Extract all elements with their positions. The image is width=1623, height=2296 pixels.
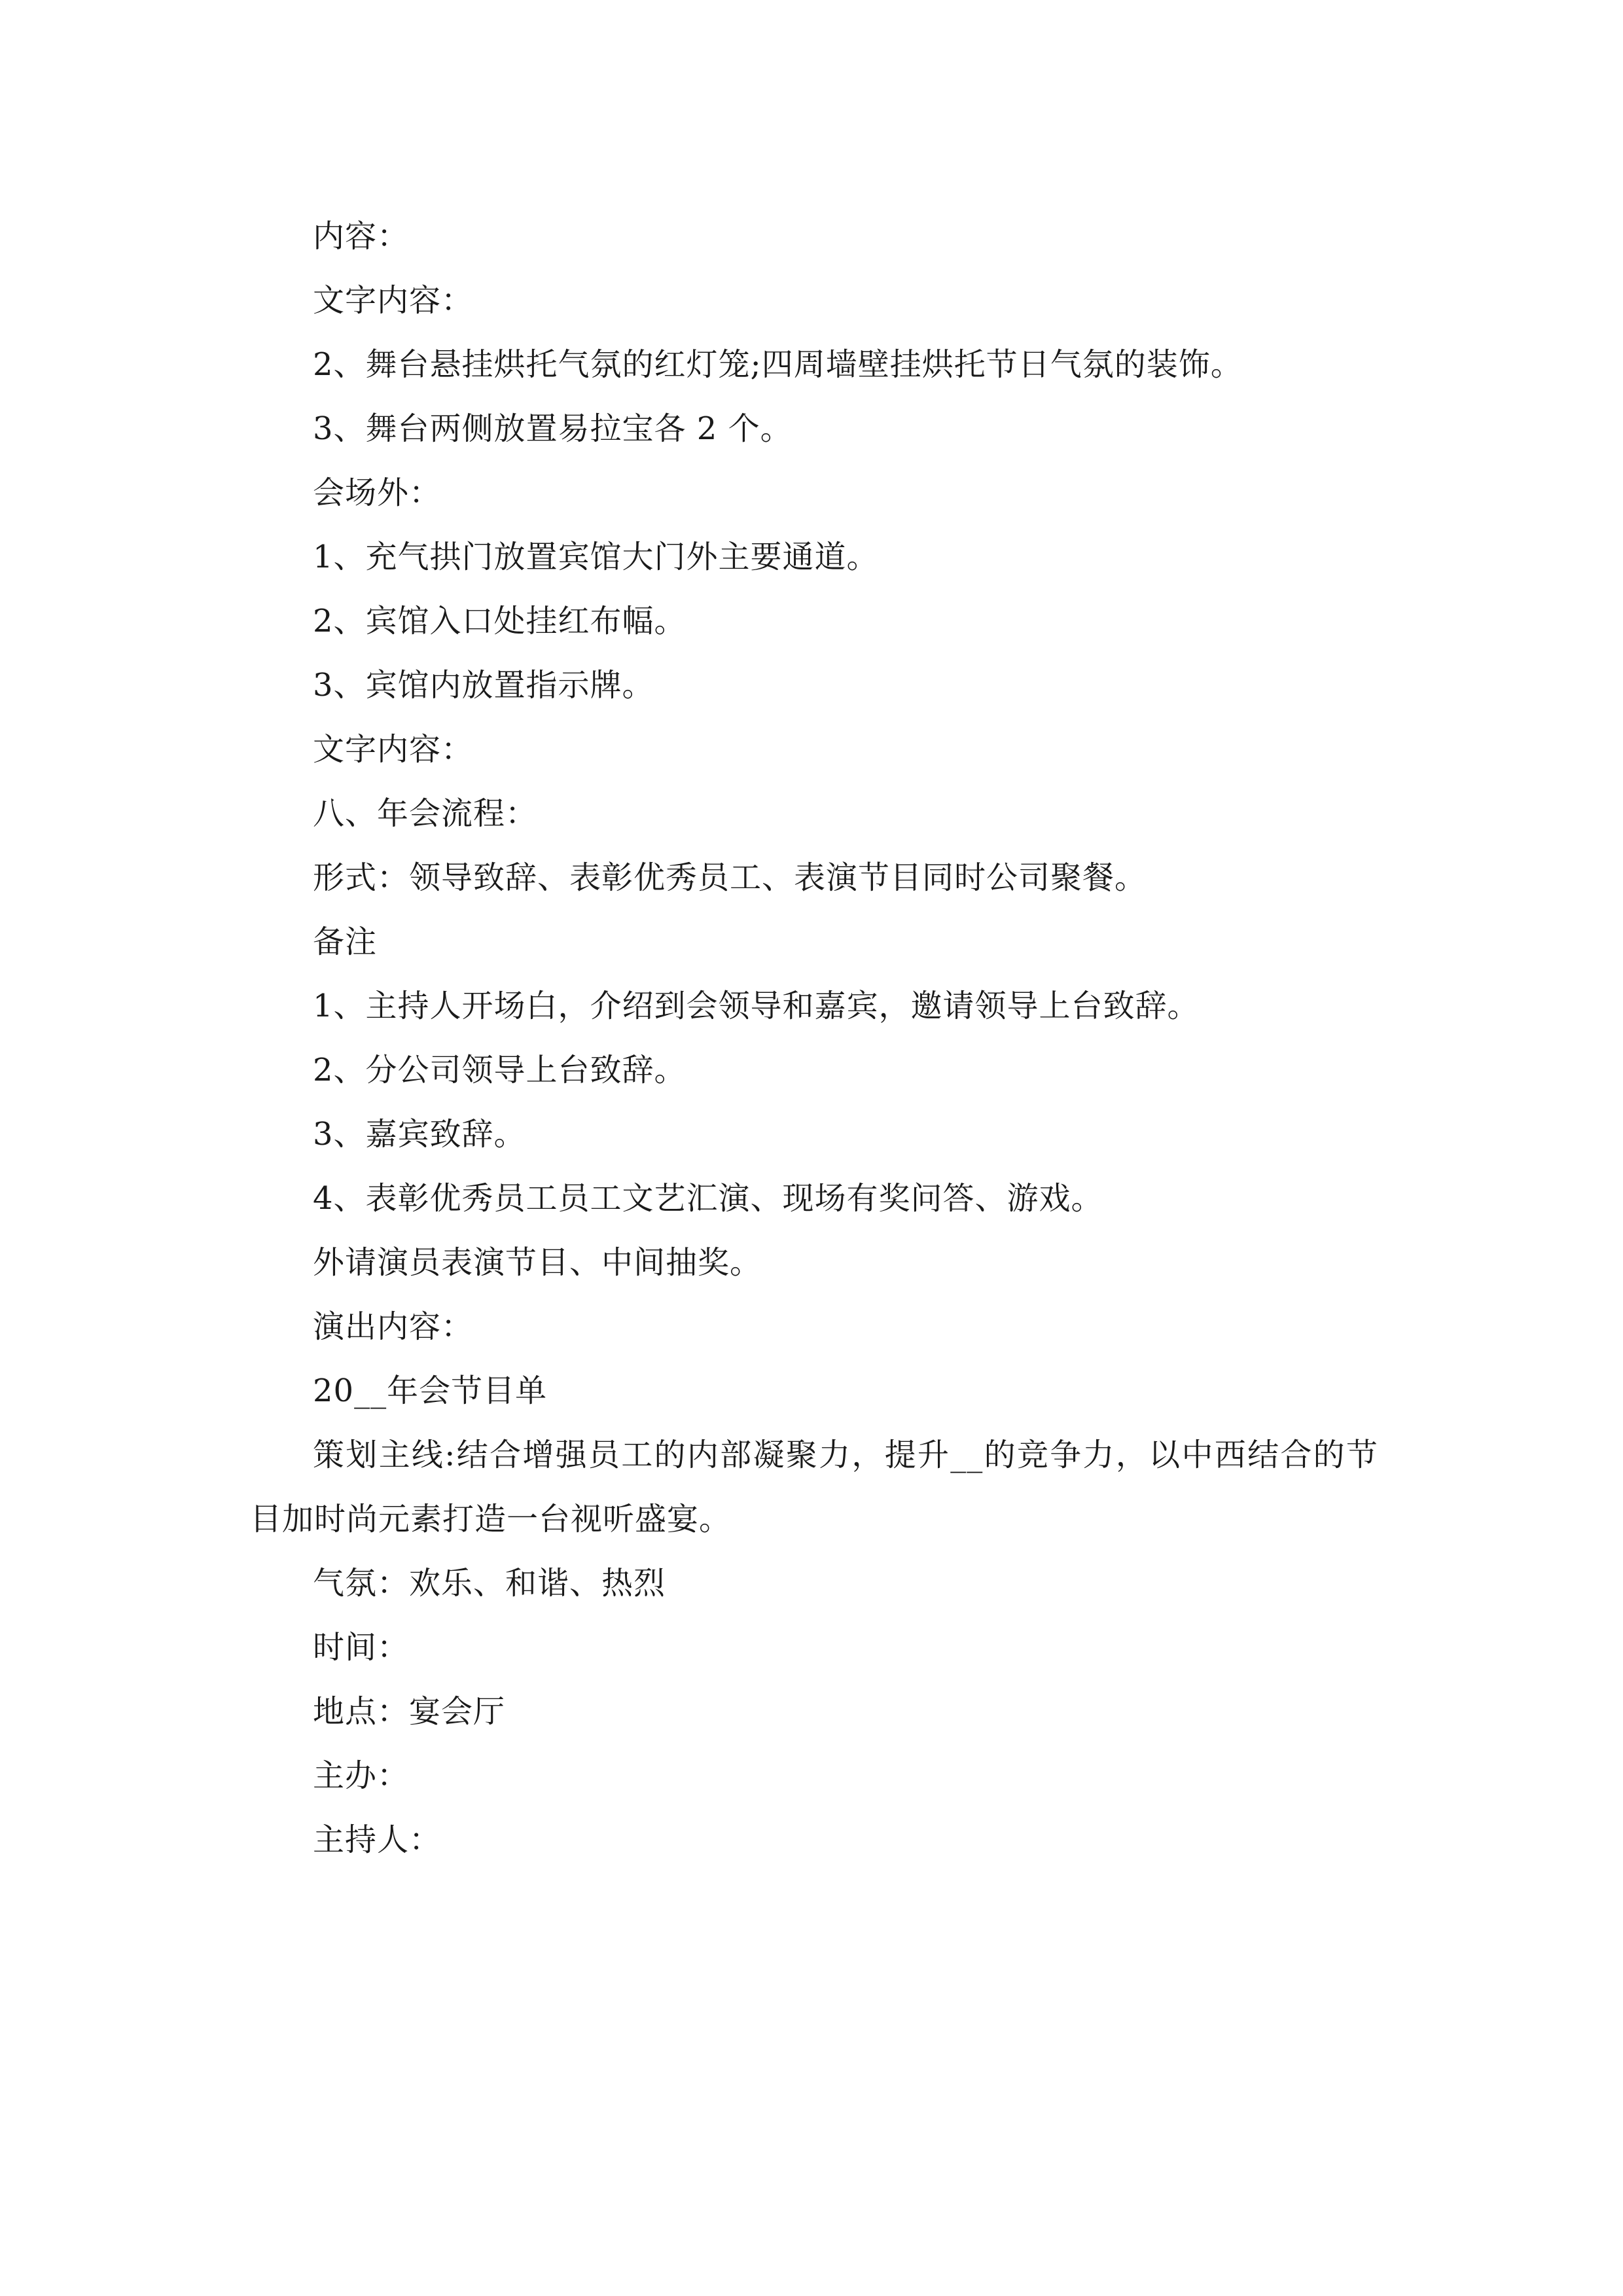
paragraph: 1、主持人开场白，介绍到会领导和嘉宾，邀请领导上台致辞。 xyxy=(313,988,1200,1024)
paragraph: 备注 xyxy=(313,924,378,960)
paragraph: 2、宾馆入口处挂红布幅。 xyxy=(313,603,687,639)
section-heading: 八、年会流程： xyxy=(313,795,538,832)
paragraph: 时间： xyxy=(313,1629,410,1666)
paragraph: 策划主线:结合增强员工的内部凝聚力，提升__的竞争力，以中西结合的节目加时尚元素打造一台视听盛宴。 xyxy=(250,1437,1378,1537)
paragraph: 文字内容： xyxy=(313,282,474,319)
paragraph: 2、舞台悬挂烘托气氛的红灯笼;四周墙壁挂烘托节日气氛的装饰。 xyxy=(313,346,1243,383)
paragraph: 3、舞台两侧放置易拉宝各 2 个。 xyxy=(313,410,793,447)
paragraph: 2、分公司领导上台致辞。 xyxy=(313,1052,687,1088)
paragraph: 地点：宴会厅 xyxy=(313,1693,506,1730)
paragraph: 文字内容： xyxy=(313,731,474,768)
paragraph: 形式：领导致辞、表彰优秀员工、表演节目同时公司聚餐。 xyxy=(313,859,1147,896)
paragraph: 20__年会节目单 xyxy=(313,1372,548,1409)
paragraph: 3、宾馆内放置指示牌。 xyxy=(313,667,654,704)
paragraph: 气氛：欢乐、和谐、热烈 xyxy=(313,1565,666,1602)
paragraph: 外请演员表演节目、中间抽奖。 xyxy=(313,1244,762,1281)
paragraph: 3、嘉宾致辞。 xyxy=(313,1116,526,1153)
paragraph: 演出内容： xyxy=(313,1308,474,1345)
paragraph: 1、充气拱门放置宾馆大门外主要通道。 xyxy=(313,539,879,575)
paragraph: 主办： xyxy=(313,1757,410,1794)
paragraph: 4、表彰优秀员工员工文艺汇演、现场有奖问答、游戏。 xyxy=(313,1180,1103,1217)
paragraph: 内容： xyxy=(313,218,410,255)
paragraph: 主持人： xyxy=(313,1821,442,1858)
paragraph: 会场外： xyxy=(313,475,442,511)
document-body xyxy=(250,204,1378,1872)
